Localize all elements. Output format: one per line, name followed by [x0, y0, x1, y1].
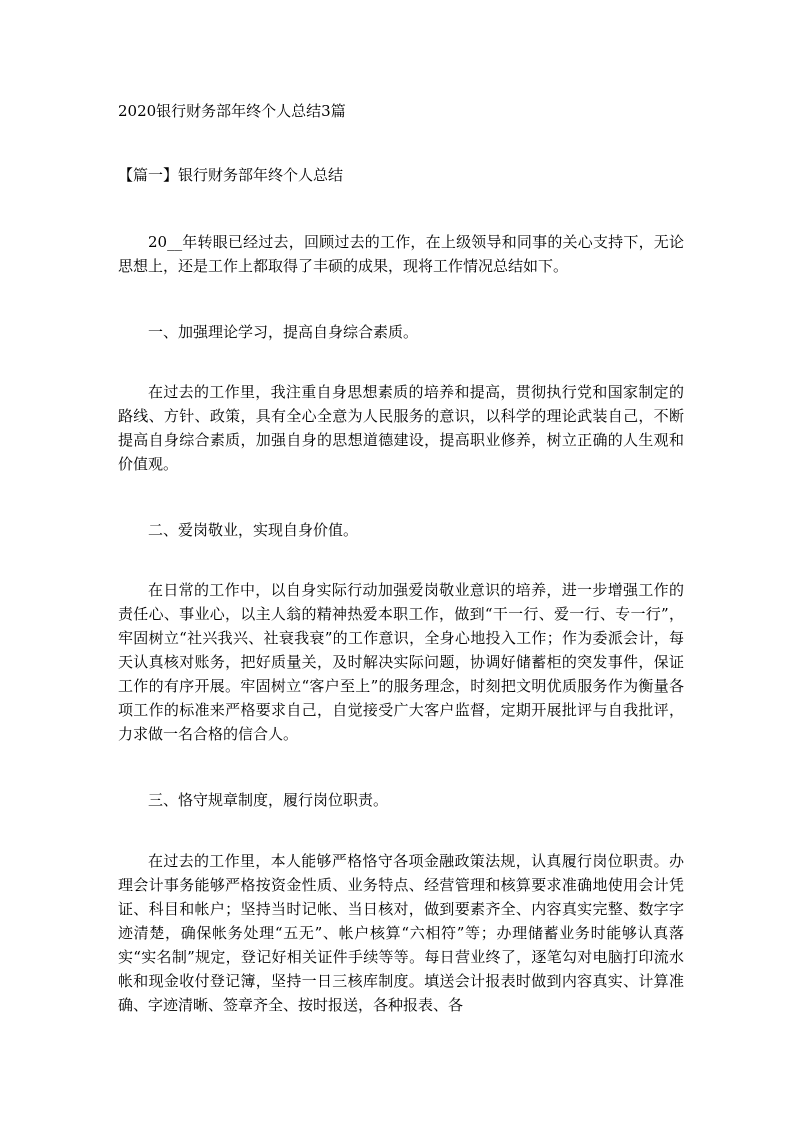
document-title: 2020银行财务部年终个人总结3篇 — [118, 102, 346, 120]
section-title: 【篇一】银行财务部年终个人总结 — [118, 166, 344, 184]
section-heading-3: 三、恪守规章制度，履行岗位职责。 — [148, 791, 389, 809]
section-body-3: 在过去的工作里，本人能够严格恪守各项金融政策法规，认真履行岗位职责。办理会计事务能够严格按资金性质、业务特点、经营管理和核算要求准确地使用会计凭证、科目和帐户；坚持当时记帐、当日核对，做到要素齐全、内容真实完整、数字字迹清楚，确保帐务处理“五无”、帐户核算“六相符”等；办理储蓄业务时能够认真落实“实名制”规定，登记好相关证件手续等等。每日营业终了，逐笔勾对电脑打印流水帐和现金收付登记簿，坚持一日三核库制度。填送会计报表时做到内容真实、计算准确、字迹清晰、签章齐全、按时报送，各种报表、各 — [118, 852, 684, 1014]
section-body-2: 在日常的工作中，以自身实际行动加强爱岗敬业意识的培养，进一步增强工作的责任心、事业心，以主人翁的精神热爱本职工作，做到“干一行、爱一行、专一行”，牢固树立“社兴我兴、社衰我衰”的工作意识，全身心地投入工作；作为委派会计，每天认真核对账务，把好质量关，及时解决实际问题，协调好储蓄柜的突发事件，保证工作的有序开展。牢固树立“客户至上”的服务理念，时刻把文明优质服务作为衡量各项工作的标准来严格要求自己，自觉接受广大客户监督，定期开展批评与自我批评，力求做一名合格的信合人。 — [118, 581, 684, 743]
section-body-1: 在过去的工作里，我注重自身思想素质的培养和提高，贯彻执行党和国家制定的路线、方针、政策，具有全心全意为人民服务的意识，以科学的理论武装自己，不断提高自身综合素质，加强自身的思想道德建设，提高职业修养，树立正确的人生观和价值观。 — [118, 383, 684, 473]
intro-paragraph: 20__年转眼已经过去，回顾过去的工作，在上级领导和同事的关心支持下，无论思想上，还是工作上都取得了丰硕的成果，现将工作情况总结如下。 — [118, 233, 684, 275]
section-heading-2: 二、爱岗敬业，实现自身价值。 — [148, 521, 359, 539]
section-heading-1: 一、加强理论学习，提高自身综合素质。 — [148, 323, 419, 341]
